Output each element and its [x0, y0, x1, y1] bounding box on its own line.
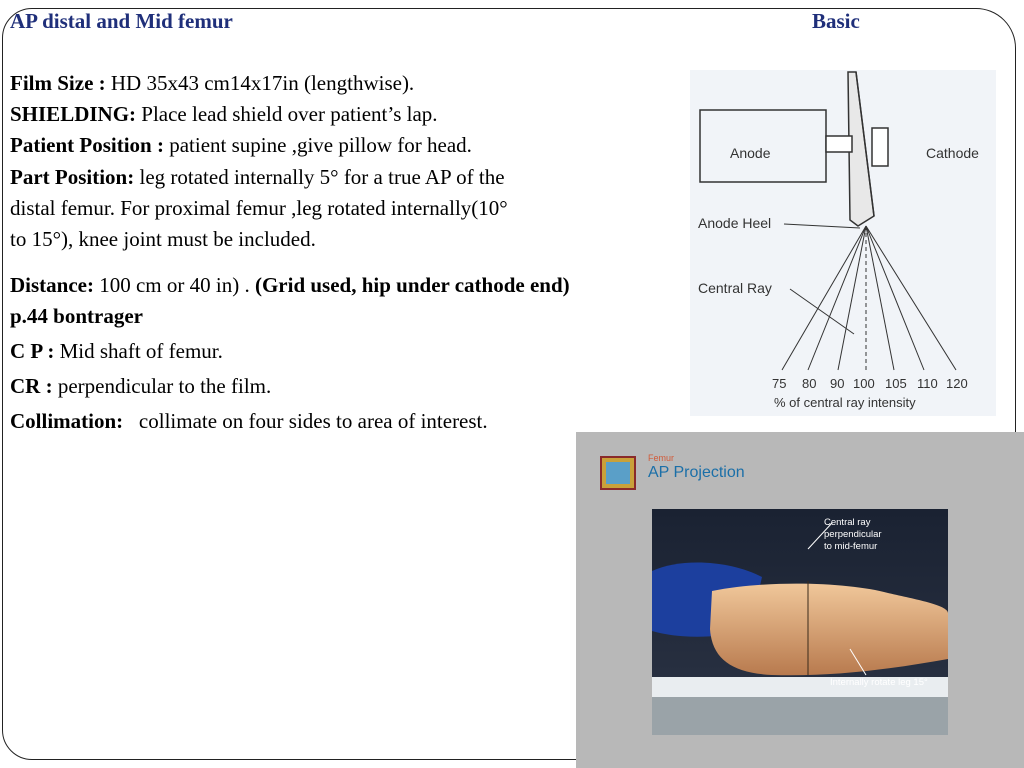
reference-line: p.44 bontrager [10, 304, 143, 328]
intensity-75: 75 [772, 376, 787, 391]
intensity-caption: % of central ray intensity [774, 395, 916, 410]
slide-title: AP distal and Mid femur [10, 9, 233, 33]
anode-heel-label: Anode Heel [698, 215, 772, 231]
intensity-80: 80 [802, 376, 817, 391]
cathode-label: Cathode [926, 145, 979, 161]
callout-central-ray-1: Central ray [824, 517, 871, 528]
photo-projection: AP Projection [648, 464, 745, 481]
anode-label: Anode [730, 145, 771, 161]
patient-position-line: Patient Position : patient supine ,give pillow for head. [10, 133, 472, 157]
central-ray-line: CR : perpendicular to the film. [10, 374, 272, 398]
film-size-line: Film Size : HD 35x43 cm14x17in (lengthwise). [10, 71, 415, 95]
intensity-105: 105 [885, 376, 907, 391]
distance-line: Distance: 100 cm or 40 in) . (Grid used, hip under cathode end) [10, 273, 570, 297]
central-ray-label: Central Ray [698, 280, 772, 296]
collimation-line: Collimation: collimate on four sides to area of interest. [10, 409, 488, 433]
photo-category: Femur [648, 453, 675, 463]
callout-central-ray-2: perpendicular [824, 529, 882, 540]
patient-photo [652, 509, 948, 735]
central-point-line: C P : Mid shaft of femur. [10, 339, 223, 363]
intensity-100: 100 [853, 376, 875, 391]
part-position-line-3: to 15°), knee joint must be included. [10, 227, 316, 251]
part-position-line: Part Position: leg rotated internally 5° for a true AP of the [10, 165, 505, 189]
intensity-110: 110 [917, 376, 938, 391]
callout-central-ray-3: to mid-femur [824, 541, 878, 552]
anode-heel-diagram [690, 70, 996, 416]
intensity-120: 120 [946, 376, 968, 391]
shielding-line: SHIELDING: Place lead shield over patient’s lap. [10, 102, 438, 126]
positioning-photo-panel [576, 432, 1024, 768]
callout-rotate-leg: Internally rotate leg 15° [830, 677, 928, 688]
intensity-90: 90 [830, 376, 845, 391]
level-badge: Basic [812, 9, 860, 33]
part-position-line-2: distal femur. For proximal femur ,leg rotated internally(10° [10, 196, 508, 220]
projection-icon [600, 456, 636, 490]
